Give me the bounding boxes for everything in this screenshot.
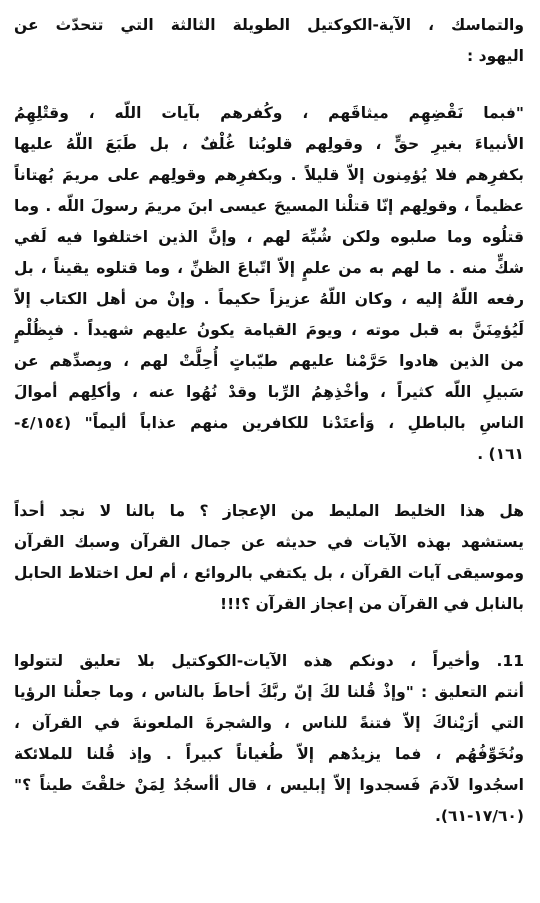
- text-line: سَبيلِ اللّه كثيراً ، وأخْذِهِمُ الرِّبا وقدْ نُهُوا عنه ، وأكلِهم أموالَ: [14, 383, 524, 401]
- text-line: عظيماً ، وقولِهم إنّا قتلْنا المسيحَ عيسى ابنَ مريمَ رسولَ اللّه . وما: [14, 197, 524, 215]
- paragraph-commentary: [14, 496, 524, 620]
- text-line: وموسيقى آيات القرآن ، بل يكتفي بالروائع ، أم لعل اختلاط الحابل: [14, 564, 524, 582]
- text-line: أنتم التعليق : "وإذْ قُلنا لكَ إنّ ربَّكَ أحاطَ بالناس ، وما جعلْنا الرؤيا: [14, 683, 524, 701]
- text-line: لَيُؤمِنَنَّ به قبل موته ، ويومَ القيامة يكونُ عليهم شهيداً . فبِظُلْمٍ: [14, 321, 524, 339]
- text-line: شكٍّ منه . ما لهم به من علمٍ إلاّ اتّباعَ الظنِّ ، وما قتلوه يقيناً ، بل: [14, 259, 524, 277]
- text-line: ونُخَوِّفُهُم ، فما يزيدُهم إلاّ طُغياناً كبيراً . وإذ قُلنا للملائكة: [14, 745, 524, 763]
- text-line: الناسِ بالباطلِ ، وَأعتَدْنا للكافرين منهم عذاباً أليماً" (٤/١٥٤-: [14, 414, 524, 432]
- text-line: من الذين هادوا حَرَّمْنا عليهم طيّباتٍ أُحِلَّتْ لهم ، وبِصدِّهم عن: [14, 352, 524, 370]
- text-line: بالنابل في القرآن من إعجاز القرآن ؟!!!: [220, 595, 524, 613]
- text-line: الأنبياءَ بغيرِ حقٍّ ، وقولِهم قلوبُنا غُلْفٌ ، بل طَبَعَ اللّهُ عليها: [14, 135, 524, 153]
- text-line: 11. وأخيراً ، دونكم هذه الآيات-الكوكتيل بلا تعليق لتتولوا: [14, 652, 524, 670]
- text-line: والتماسك ، الآية-الكوكتيل الطويلة الثالثة التي تتحدّث عن: [14, 16, 524, 34]
- text-line: اليهود :: [467, 47, 524, 65]
- text-line: قتلُوه وما صلبوه ولكن شُبِّهَ لهم ، وإنَّ الذين اختلفوا فيه لَفي: [14, 228, 524, 246]
- paragraph-item-11: [14, 646, 524, 832]
- paragraph-intro: [14, 10, 524, 72]
- text-line: اسجُدوا لآدمَ فَسجدوا إلاّ إبليس ، قال أأسجُدُ لِمَنْ خلقْتَ طيناً ؟": [14, 776, 524, 794]
- paragraph-quran-quote: [14, 98, 524, 470]
- text-line: بكفرِهم فلا يُؤمِنون إلاّ قليلاً . وبكفرِهم وقولِهم على مريمَ بُهتاناً: [14, 166, 524, 184]
- text-line: رفعه اللّهُ إليه ، وكان اللّهُ عزيزاً حكيماً . وإنْ من أهل الكتاب إلاّ: [14, 290, 524, 308]
- verse-reference: (١٧/٦٠-٦١).: [435, 807, 524, 825]
- text-line: يستشهد بهذه الآيات في حديثه عن جمال القرآن وسبك القرآن: [14, 533, 524, 551]
- text-line: هل هذا الخليط المليط من الإعجاز ؟ ما بالنا لا نجد أحداً: [14, 502, 524, 520]
- text-line: التي أرَيْناكَ إلاّ فتنةً للناس ، والشجرةَ الملعونةَ في القرآن ،: [14, 714, 524, 732]
- text-line: "فبما نَقْضِهِم ميثاقَهم ، وكُفرهم بآيات اللّه ، وقتْلِهِمُ: [14, 104, 524, 122]
- verse-reference: ١٦١) .: [477, 445, 524, 463]
